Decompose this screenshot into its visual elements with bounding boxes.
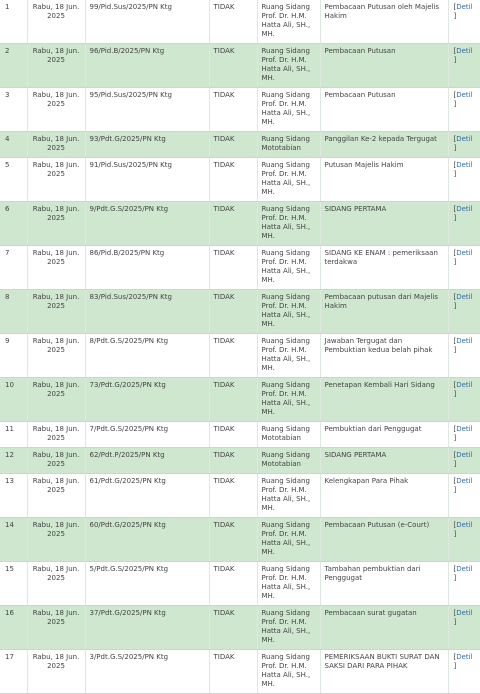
detail-bracket: ]: [453, 390, 457, 398]
status-value: TIDAK: [209, 378, 257, 422]
detail-cell: [Detil ]: [448, 44, 480, 88]
hearing-date: Rabu, 18 Jun. 2025: [27, 606, 85, 650]
detail-link[interactable]: Detil: [456, 161, 473, 169]
table-row: [0, 474, 480, 518]
detail-bracket: ]: [453, 302, 457, 310]
case-number: 9/Pdt.G.S/2025/PN Ktg: [85, 202, 209, 246]
detail-bracket: ]: [453, 574, 457, 582]
hearing-date: Rabu, 18 Jun. 2025: [27, 474, 85, 518]
detail-link[interactable]: Detil: [456, 477, 473, 485]
status-value: TIDAK: [209, 650, 257, 694]
row-number: 11: [0, 422, 27, 448]
row-number: 5: [0, 158, 27, 202]
status-value: TIDAK: [209, 202, 257, 246]
status-value: TIDAK: [209, 88, 257, 132]
hearing-agenda: Panggilan Ke-2 kepada Tergugat: [320, 132, 448, 158]
hearing-agenda: Pembacaan Putusan: [320, 44, 448, 88]
status-value: TIDAK: [209, 44, 257, 88]
detail-bracket: ]: [453, 100, 457, 108]
hearing-date: Rabu, 18 Jun. 2025: [27, 0, 85, 44]
status-value: TIDAK: [209, 422, 257, 448]
detail-cell: [Detil ]: [448, 422, 480, 448]
row-number: 9: [0, 334, 27, 378]
status-value: TIDAK: [209, 606, 257, 650]
row-number: 15: [0, 562, 27, 606]
detail-link[interactable]: Detil: [456, 3, 473, 11]
case-number: 99/Pid.Sus/2025/PN Ktg: [85, 0, 209, 44]
courtroom: Ruang Sidang Prof. Dr. H.M. Hatta Ali, SH., MH.: [257, 158, 320, 202]
status-value: TIDAK: [209, 290, 257, 334]
hearing-date: Rabu, 18 Jun. 2025: [27, 378, 85, 422]
courtroom: Ruang Sidang Prof. Dr. H.M. Hatta Ali, SH., MH.: [257, 290, 320, 334]
courtroom: Ruang Sidang Prof. Dr. H.M. Hatta Ali, SH., MH.: [257, 378, 320, 422]
hearing-agenda: Jawaban Tergugat dan Pembuktian kedua belah pihak: [320, 334, 448, 378]
hearing-date: Rabu, 18 Jun. 2025: [27, 158, 85, 202]
courtroom: Ruang Sidang Prof. Dr. H.M. Hatta Ali, SH., MH.: [257, 650, 320, 694]
hearing-agenda: Kelengkapan Para Pihak: [320, 474, 448, 518]
row-number: 16: [0, 606, 27, 650]
status-value: TIDAK: [209, 246, 257, 290]
table-row: [0, 334, 480, 378]
hearing-date: Rabu, 18 Jun. 2025: [27, 88, 85, 132]
courtroom: Ruang Sidang Prof. Dr. H.M. Hatta Ali, SH., MH.: [257, 44, 320, 88]
detail-cell: [Detil ]: [448, 474, 480, 518]
detail-cell: [Detil ]: [448, 246, 480, 290]
row-number: 1: [0, 0, 27, 44]
courtroom: Ruang Sidang Prof. Dr. H.M. Hatta Ali, SH., MH.: [257, 88, 320, 132]
hearing-date: Rabu, 18 Jun. 2025: [27, 650, 85, 694]
hearing-agenda: Pembacaan surat gugatan: [320, 606, 448, 650]
case-number: 62/Pdt.P/2025/PN Ktg: [85, 448, 209, 474]
table-row: [0, 290, 480, 334]
detail-link[interactable]: Detil: [456, 381, 473, 389]
case-number: 83/Pid.Sus/2025/PN Ktg: [85, 290, 209, 334]
courtroom: Ruang Sidang Mototabian: [257, 422, 320, 448]
detail-link[interactable]: Detil: [456, 91, 473, 99]
detail-cell: [Detil ]: [448, 518, 480, 562]
case-number: 86/Pid.B/2025/PN Ktg: [85, 246, 209, 290]
courtroom: Ruang Sidang Prof. Dr. H.M. Hatta Ali, SH., MH.: [257, 606, 320, 650]
detail-bracket: ]: [453, 662, 457, 670]
hearing-date: Rabu, 18 Jun. 2025: [27, 246, 85, 290]
detail-bracket: ]: [453, 12, 457, 20]
table-row: [0, 158, 480, 202]
table-row: [0, 518, 480, 562]
courtroom: Ruang Sidang Prof. Dr. H.M. Hatta Ali, SH., MH.: [257, 202, 320, 246]
hearing-date: Rabu, 18 Jun. 2025: [27, 44, 85, 88]
case-number: 96/Pid.B/2025/PN Ktg: [85, 44, 209, 88]
detail-link[interactable]: Detil: [456, 521, 473, 529]
detail-bracket: ]: [453, 460, 457, 468]
hearing-agenda: Tambahan pembuktian dari Penggugat: [320, 562, 448, 606]
detail-link[interactable]: Detil: [456, 425, 473, 433]
detail-bracket: ]: [453, 144, 457, 152]
status-value: TIDAK: [209, 132, 257, 158]
detail-bracket: ]: [453, 56, 457, 64]
detail-cell: [Detil ]: [448, 334, 480, 378]
hearing-agenda: Pembuktian dari Penggugat: [320, 422, 448, 448]
status-value: TIDAK: [209, 562, 257, 606]
hearing-date: Rabu, 18 Jun. 2025: [27, 518, 85, 562]
detail-cell: [Detil ]: [448, 606, 480, 650]
hearing-agenda: Putusan Majelis Hakim: [320, 158, 448, 202]
hearing-date: Rabu, 18 Jun. 2025: [27, 334, 85, 378]
hearing-agenda: Pembacaan Putusan (e-Court): [320, 518, 448, 562]
hearing-agenda: Pembacaan Putusan: [320, 88, 448, 132]
case-number: 3/Pdt.G.S/2025/PN Ktg: [85, 650, 209, 694]
case-number: 93/Pdt.G/2025/PN Ktg: [85, 132, 209, 158]
hearing-agenda: Pembacaan Putusan oleh Majelis Hakim: [320, 0, 448, 44]
table-row: [0, 606, 480, 650]
case-number: 8/Pdt.G.S/2025/PN Ktg: [85, 334, 209, 378]
hearing-date: Rabu, 18 Jun. 2025: [27, 202, 85, 246]
row-number: 6: [0, 202, 27, 246]
table-row: [0, 0, 480, 44]
detail-bracket: ]: [453, 214, 457, 222]
status-value: TIDAK: [209, 334, 257, 378]
courtroom: Ruang Sidang Prof. Dr. H.M. Hatta Ali, SH., MH.: [257, 474, 320, 518]
hearing-agenda: Penetapan Kembali Hari Sidang: [320, 378, 448, 422]
row-number: 4: [0, 132, 27, 158]
detail-cell: [Detil ]: [448, 0, 480, 44]
case-number: 61/Pdt.G/2025/PN Ktg: [85, 474, 209, 518]
row-number: 14: [0, 518, 27, 562]
case-number: 60/Pdt.G/2025/PN Ktg: [85, 518, 209, 562]
table-row: [0, 44, 480, 88]
detail-cell: [Detil ]: [448, 378, 480, 422]
hearing-agenda: PEMERIKSAAN BUKTI SURAT DAN SAKSI DARI PARA PIHAK: [320, 650, 448, 694]
detail-link[interactable]: Detil: [456, 609, 473, 617]
detail-cell: [Detil ]: [448, 88, 480, 132]
detail-link[interactable]: Detil: [456, 205, 473, 213]
case-number: 95/Pid.Sus/2025/PN Ktg: [85, 88, 209, 132]
detail-link[interactable]: Detil: [456, 293, 473, 301]
hearing-date: Rabu, 18 Jun. 2025: [27, 422, 85, 448]
detail-cell: [Detil ]: [448, 158, 480, 202]
detail-bracket: ]: [453, 258, 457, 266]
row-number: 8: [0, 290, 27, 334]
detail-cell: [Detil ]: [448, 448, 480, 474]
status-value: TIDAK: [209, 448, 257, 474]
row-number: 2: [0, 44, 27, 88]
detail-link[interactable]: Detil: [456, 47, 473, 55]
case-number: 91/Pid.Sus/2025/PN Ktg: [85, 158, 209, 202]
status-value: TIDAK: [209, 0, 257, 44]
hearing-date: Rabu, 18 Jun. 2025: [27, 562, 85, 606]
courtroom: Ruang Sidang Prof. Dr. H.M. Hatta Ali, SH., MH.: [257, 518, 320, 562]
table-row: [0, 650, 480, 694]
detail-bracket: ]: [453, 486, 457, 494]
detail-bracket: ]: [453, 618, 457, 626]
courtroom: Ruang Sidang Prof. Dr. H.M. Hatta Ali, SH., MH.: [257, 562, 320, 606]
row-number: 10: [0, 378, 27, 422]
status-value: TIDAK: [209, 474, 257, 518]
table-row: [0, 448, 480, 474]
table-row: [0, 132, 480, 158]
hearing-agenda: SIDANG PERTAMA: [320, 202, 448, 246]
detail-link[interactable]: Detil: [456, 135, 473, 143]
detail-link[interactable]: Detil: [456, 451, 473, 459]
courtroom: Ruang Sidang Prof. Dr. H.M. Hatta Ali, SH., MH.: [257, 0, 320, 44]
detail-link[interactable]: Detil: [456, 653, 473, 661]
hearing-agenda: SIDANG KE ENAM : pemeriksaan terdakwa: [320, 246, 448, 290]
table-row: [0, 422, 480, 448]
courtroom: Ruang Sidang Prof. Dr. H.M. Hatta Ali, SH., MH.: [257, 246, 320, 290]
table-row: [0, 202, 480, 246]
courtroom: Ruang Sidang Prof. Dr. H.M. Hatta Ali, SH., MH.: [257, 334, 320, 378]
table-row: [0, 88, 480, 132]
hearing-date: Rabu, 18 Jun. 2025: [27, 132, 85, 158]
detail-bracket: ]: [453, 346, 457, 354]
hearing-date: Rabu, 18 Jun. 2025: [27, 290, 85, 334]
hearing-date: Rabu, 18 Jun. 2025: [27, 448, 85, 474]
hearing-agenda: SIDANG PERTAMA: [320, 448, 448, 474]
detail-bracket: ]: [453, 170, 457, 178]
case-number: 73/Pdt.G/2025/PN Ktg: [85, 378, 209, 422]
table-row: [0, 246, 480, 290]
detail-cell: [Detil ]: [448, 202, 480, 246]
detail-link[interactable]: Detil: [456, 249, 473, 257]
row-number: 12: [0, 448, 27, 474]
table-row: [0, 562, 480, 606]
detail-cell: [Detil ]: [448, 132, 480, 158]
row-number: 17: [0, 650, 27, 694]
row-number: 3: [0, 88, 27, 132]
case-number: 37/Pdt.G/2025/PN Ktg: [85, 606, 209, 650]
case-number: 5/Pdt.G.S/2025/PN Ktg: [85, 562, 209, 606]
detail-bracket: ]: [453, 434, 457, 442]
row-number: 7: [0, 246, 27, 290]
status-value: TIDAK: [209, 518, 257, 562]
status-value: TIDAK: [209, 158, 257, 202]
table-row: [0, 378, 480, 422]
courtroom: Ruang Sidang Mototabian: [257, 132, 320, 158]
detail-cell: [Detil ]: [448, 650, 480, 694]
detail-bracket: ]: [453, 530, 457, 538]
case-number: 7/Pdt.G.S/2025/PN Ktg: [85, 422, 209, 448]
detail-cell: [Detil ]: [448, 290, 480, 334]
detail-link[interactable]: Detil: [456, 337, 473, 345]
detail-link[interactable]: Detil: [456, 565, 473, 573]
row-number: 13: [0, 474, 27, 518]
courtroom: Ruang Sidang Mototabian: [257, 448, 320, 474]
hearing-agenda: Pembacaan putusan dari Majelis Hakim: [320, 290, 448, 334]
detail-cell: [Detil ]: [448, 562, 480, 606]
